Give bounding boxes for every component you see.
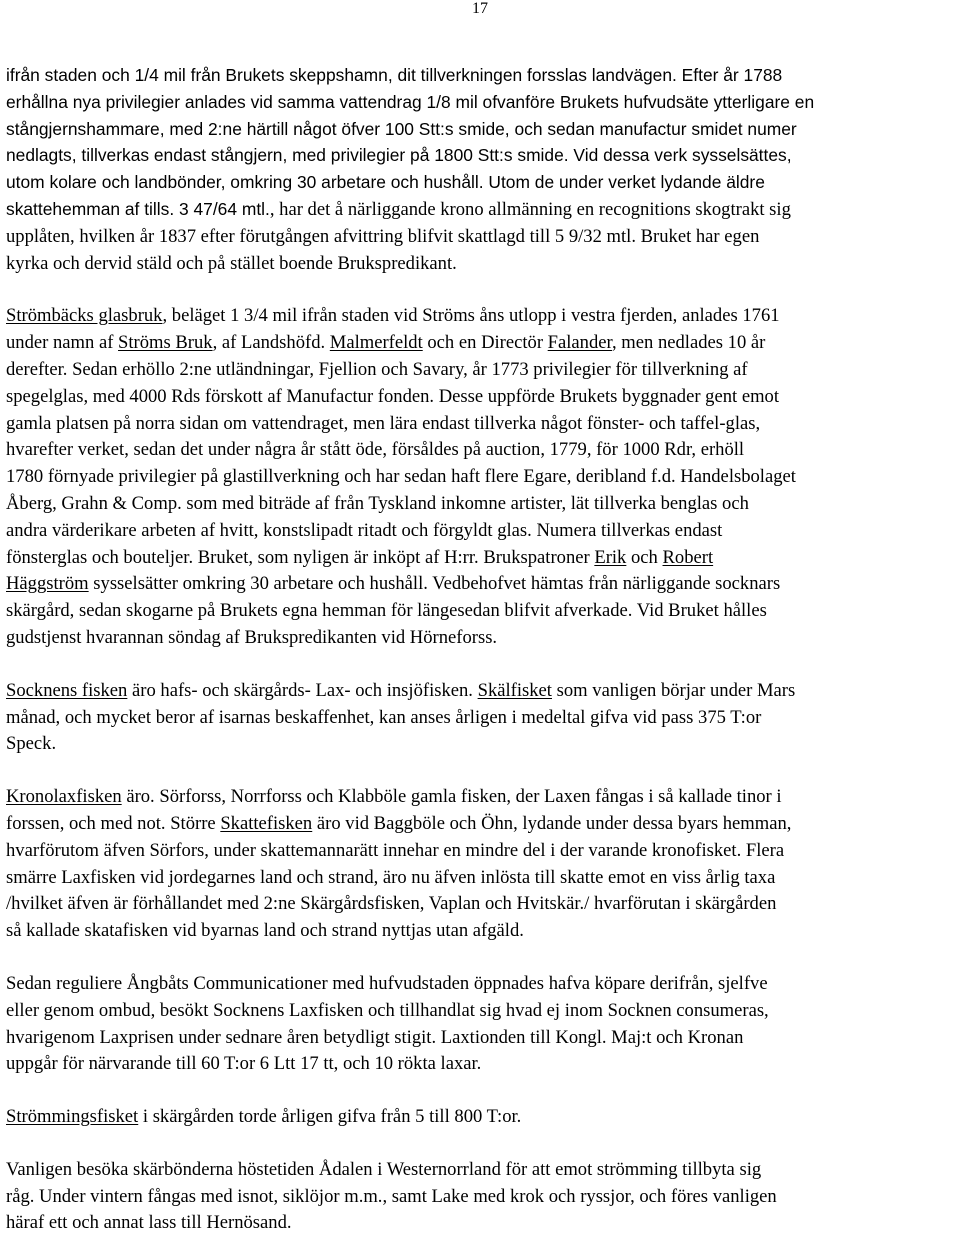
text-line: spegelglas, med 4000 Rds förskott af Manufactur fonden. Desse uppförde Brukets byggnader gent emot <box>6 385 780 407</box>
text-line <box>6 545 956 572</box>
text-line: häraf ett och annat lass till Hernösand. <box>6 1212 292 1234</box>
text-run: , har det å närliggande krono allmänning en recognitions skogtrakt sig <box>269 198 791 220</box>
text-line: gamla platsen på norra sidan om vattendraget, men lära endast tillverka något fönster- och taffel-glas, <box>6 412 761 434</box>
paragraph-bruket <box>6 62 956 277</box>
underlined-term: Robert <box>662 546 714 568</box>
text-line: uppgår för närvarande till 60 T:or 6 Ltt 17 tt, och 10 rökta laxar. <box>6 1053 482 1075</box>
text-line: Vanligen besöka skärbönderna höstetiden Ådalen i Westernorrland för att emot strömming tillbyta sig <box>6 1158 762 1180</box>
underlined-term: Strömmingsfisket <box>6 1106 139 1128</box>
underlined-term: Falander <box>547 332 612 354</box>
text-line <box>6 1104 956 1131</box>
underlined-term: Socknens fisken <box>6 679 128 701</box>
paragraph-kronolaxfisken <box>6 784 956 945</box>
underlined-term: Skattefisken <box>220 812 313 834</box>
text-line <box>6 571 956 598</box>
text-line <box>6 678 956 705</box>
text-run: , beläget 1 3/4 mil ifrån staden vid Ströms åns utlopp i vestra fjerden, anlades 1761 <box>162 305 780 327</box>
text-line: ifrån staden och 1/4 mil från Brukets skeppshamn, dit tillverkningen forsslas landvägen. Efter år 1788 <box>6 65 783 85</box>
text-run: , men nedlades 10 år <box>611 332 766 354</box>
paragraph-skarbonderna <box>6 1157 956 1237</box>
text-line: kyrka och dervid stäld och på stället boende Brukspredikant. <box>6 252 457 274</box>
text-run: i skärgården torde årligen gifva från 5 till 800 T:or. <box>138 1106 522 1128</box>
text-line <box>6 330 956 357</box>
text-line: upplåten, hvilken år 1837 efter förutgången afvittring blifvit skattlagd till 5 9/32 mtl. Bruket har egen <box>6 225 760 247</box>
underlined-term: Ströms Bruk <box>118 332 213 354</box>
text-line: /hvilket äfven är förhållandet med 2:ne Skärgårdsfisken, Vaplan och Hvitskär./ hvarförutan i skärgården <box>6 893 777 915</box>
text-line <box>6 784 956 811</box>
text-run: och <box>626 546 663 568</box>
text-run: fönsterglas och bouteljer. Bruket, som nyligen är inköpt af H:rr. Brukspatroner <box>6 546 595 568</box>
paragraph-strommingsfisket <box>6 1104 956 1131</box>
text-run: , af Landshöfd. <box>212 332 330 354</box>
text-line: derefter. Sedan erhöllo 2:ne utländningar, Fjellion och Savary, år 1773 privilegier för tillverkning af <box>6 358 748 380</box>
underlined-term: Skälfisket <box>477 679 552 701</box>
text-line: eller genom ombud, besökt Socknens Laxfisken och tillhandlat sig hvad ej inom Socknen consumeras, <box>6 999 769 1021</box>
text-line: utom kolare och landbönder, omkring 30 arbetare och hushåll. Utom de under verket lydande äldre <box>6 172 765 193</box>
text-line <box>6 196 956 224</box>
paragraph-glasbruk <box>6 303 956 651</box>
text-line: gudstjenst hvarannan söndag af Brukspredikanten vid Hörneforss. <box>6 626 498 648</box>
text-line <box>6 303 956 330</box>
text-line: hvarefter verket, sedan det under några år stått öde, försåldes på auction, 1779, för 1000 Rdr, erhöll <box>6 439 745 461</box>
text-run: forssen, och med not. Större <box>6 812 221 834</box>
text-line <box>6 811 956 838</box>
text-line: skärgård, sedan skogarne på Brukets egna hemman för längesedan blifvit afverkade. Vid Bruket hålles <box>6 600 767 622</box>
text-line: månad, och mycket beror af isarnas beskaffenhet, kan anses årligen i medeltal gifva vid pass 375 T:or <box>6 706 762 728</box>
paragraph-fisken <box>6 678 956 758</box>
text-run: äro vid Baggböle och Öhn, lydande under dessa byars hemman, <box>312 812 792 834</box>
text-line: smärre Laxfisken vid jordegarnes land och strand, äro nu äfven inlösta till skatte emot en viss årlig taxa <box>6 866 776 888</box>
text-line: erhållna nya privilegier anlades vid samma vattendrag 1/8 mil ofvanföre Brukets hufvudsäte ytterligare en <box>6 91 815 112</box>
paragraph-angbats <box>6 971 956 1078</box>
text-line: råg. Under vintern fångas med isnot, siklöjor m.m., samt Lake med krok och ryssjor, och föres vanligen <box>6 1185 777 1207</box>
document-body <box>6 62 956 1237</box>
page-number: 17 <box>472 0 488 17</box>
text-run: och en Directör <box>422 332 548 354</box>
text-line: Sedan reguliere Ångbåts Communicationer med hufvudstaden öppnades hafva köpare derifrån, sjelfve <box>6 972 768 994</box>
text-line: stångjernshammare, med 2:ne härtill något öfver 100 Stt:s smide, och sedan manufactur smidet numer <box>6 118 797 139</box>
text-run: som vanligen börjar under Mars <box>551 679 796 701</box>
text-line: Åberg, Grahn & Comp. som med biträde af från Tyskland inkomne artister, lät tillverka benglas och <box>6 492 749 514</box>
underlined-term: Strömbäcks glasbruk <box>6 305 163 327</box>
text-line: nedlagts, tillverkas endast stångjern, med privilegier på 1800 Stt:s smide. Vid dessa verk sysselsättes, <box>6 145 792 166</box>
text-line: Speck. <box>6 733 57 755</box>
underlined-term: Kronolaxfisken <box>6 786 122 808</box>
text-run: skattehemman af tills. 3 47/64 mtl. <box>6 198 270 219</box>
text-run: sysselsätter omkring 30 arbetare och hushåll. Vedbehofvet hämtas från närliggande socknars <box>88 573 781 595</box>
text-run: äro hafs- och skärgårds- Lax- och insjöfisken. <box>127 679 478 701</box>
text-line: så kallade skatafisken vid byarnas land och strand nyttjas utan afgäld. <box>6 920 524 942</box>
text-run: under namn af <box>6 332 119 354</box>
text-line: hvarförutom äfven Sörfors, under skattemannarätt innehar en mindre del i der varande kronofisket. Flera <box>6 839 785 861</box>
underlined-term: Erik <box>594 546 627 568</box>
text-line: 1780 förnyade privilegier på glastillverkning och har sedan haft flere Egare, deribland f.d. Handelsbolaget <box>6 466 796 488</box>
text-run: äro. Sörforss, Norrforss och Klabböle gamla fisken, der Laxen fångas i så kallade tinor i <box>121 786 782 808</box>
underlined-term: Malmerfeldt <box>329 332 423 354</box>
text-line: hvarigenom Laxprisen under sednare åren betydligt stigit. Laxtionden till Kongl. Maj:t och Kronan <box>6 1026 744 1048</box>
underlined-term: Häggström <box>6 573 89 595</box>
text-line: andra värderikare arbeten af hvitt, konstslipadt ritadt och förgyldt glas. Numera tillverkas endast <box>6 519 723 541</box>
